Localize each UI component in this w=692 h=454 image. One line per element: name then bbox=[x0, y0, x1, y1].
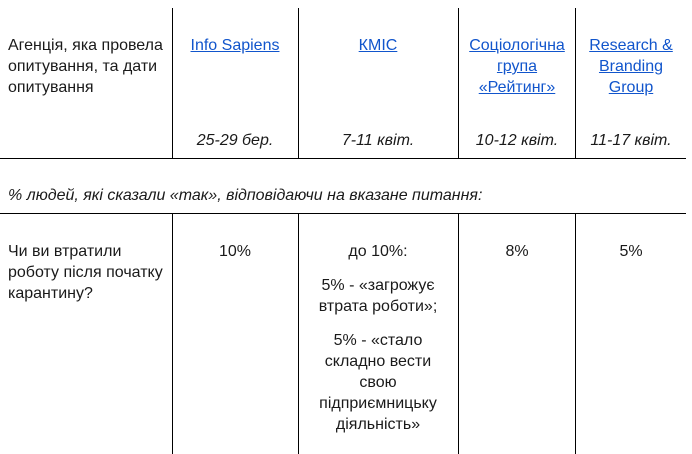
question-text: Чи ви втратили роботу після початку карантину? bbox=[8, 243, 163, 302]
column-divider-4 bbox=[575, 8, 576, 158]
header-bottom-border bbox=[0, 158, 686, 159]
section-note: % людей, які сказали «так», відповідаючи на вказане питання: bbox=[8, 187, 483, 204]
kmis-business-difficulty: 5% - «стало складно вести свою підприємницьку діяльність» bbox=[319, 332, 437, 433]
column-divider-2 bbox=[298, 8, 299, 158]
agency-link-info-sapiens[interactable]: Info Sapiens bbox=[190, 37, 280, 54]
value-rbg: 5% bbox=[619, 243, 643, 260]
value-info-sapiens: 10% bbox=[218, 243, 252, 260]
kmis-total: до 10%: bbox=[348, 243, 408, 260]
column-divider-1 bbox=[172, 8, 173, 158]
column-divider-2-body bbox=[298, 213, 299, 454]
value-kmis bbox=[310, 241, 446, 448]
date-kmis: 7-11 квіт. bbox=[341, 132, 415, 149]
date-rbg: 11-17 квіт. bbox=[590, 132, 672, 149]
agency-link-rating[interactable]: Соціологічна група «Рейтинг» bbox=[469, 37, 565, 96]
note-bottom-border bbox=[0, 213, 686, 214]
agency-kmis bbox=[302, 35, 454, 56]
column-divider-3 bbox=[458, 8, 459, 158]
agency-link-kmis[interactable]: КМІС bbox=[358, 37, 398, 54]
agency-link-rbg[interactable]: Research & Branding Group bbox=[589, 37, 673, 96]
kmis-job-threat: 5% - «загрожує втрата роботи»; bbox=[318, 277, 438, 315]
agency-info-sapiens bbox=[176, 35, 294, 56]
date-info-sapiens: 25-29 бер. bbox=[196, 132, 274, 149]
column-divider-4-body bbox=[575, 213, 576, 454]
column-divider-1-body bbox=[172, 213, 173, 454]
value-rating: 8% bbox=[505, 243, 529, 260]
agency-rbg bbox=[579, 35, 683, 98]
agency-rating bbox=[462, 35, 572, 98]
date-rating: 10-12 квіт. bbox=[475, 132, 559, 149]
header-row-label: Агенція, яка провела опитування, та дати опитування bbox=[8, 37, 163, 96]
column-divider-3-body bbox=[458, 213, 459, 454]
